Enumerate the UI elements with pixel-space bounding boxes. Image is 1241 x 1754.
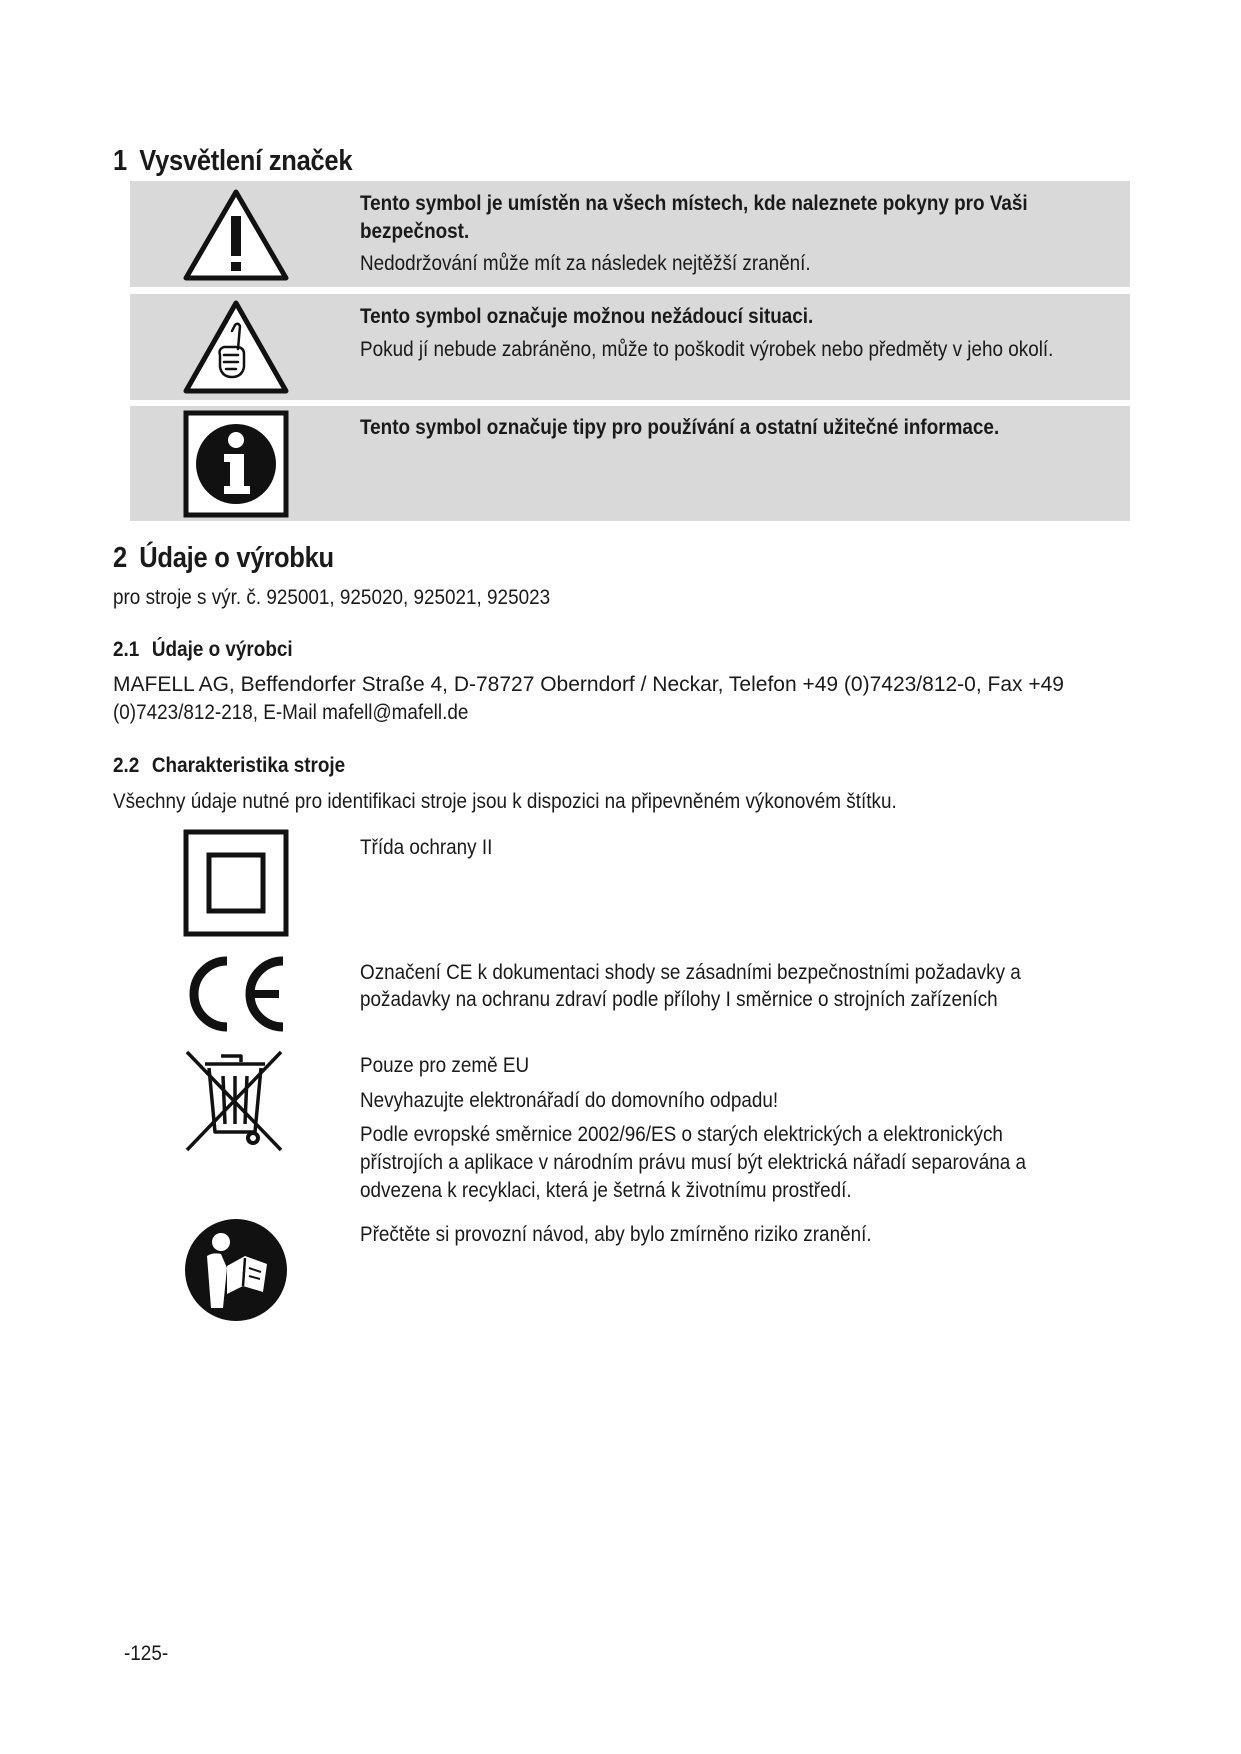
page-number: -125- (124, 1642, 169, 1665)
crossed-out-bin-icon (183, 1048, 287, 1156)
read-manual-text: Přečtěte si provozní návod, aby bylo zmírněno riziko zranění. (360, 1223, 872, 1246)
caution-hand-triangle-icon (180, 297, 292, 397)
subsection-2-1-title: Údaje o výrobci (151, 638, 293, 661)
section-2-number: 2 (113, 542, 127, 574)
manufacturer-line-2: (0)7423/812-218, E-Mail mafell@mafell.de (113, 701, 469, 724)
caution-text: Pokud jí nebude zabráněno, může to poškodit výrobek nebo předměty v jeho okolí. (360, 338, 1054, 361)
weee-line-1: Pouze pro země EU (360, 1054, 530, 1077)
weee-line-4: přístrojích a aplikace v národním právu musí být elektrická nářadí separována a (360, 1151, 1027, 1174)
section-1-title: Vysvětlení značek (139, 145, 353, 177)
weee-line-3: Podle evropské směrnice 2002/96/ES o starých elektrických a elektronických (360, 1123, 1003, 1146)
warning-text: Nedodržování může mít za následek nejtěžší zranění. (360, 252, 811, 275)
warning-triangle-icon (180, 186, 292, 284)
ce-text-line-1: Označení CE k dokumentaci shody se zásadními bezpečnostními požadavky a (360, 961, 1021, 984)
weee-line-2: Nevyhazujte elektronářadí do domovního odpadu! (360, 1089, 779, 1112)
subsection-2-2-number: 2.2 (113, 754, 140, 777)
info-icon (183, 410, 289, 518)
section-2-heading (113, 542, 334, 575)
protection-class-text: Třída ochrany II (360, 836, 493, 859)
weee-line-5: odvezena k recyklaci, která je šetrná k životnímu prostředí. (360, 1179, 852, 1202)
protection-class-ii-icon (183, 829, 289, 937)
ce-mark-icon (183, 955, 289, 1033)
subsection-2-2-heading (113, 754, 345, 778)
section-1-heading (113, 145, 352, 178)
section-2-intro: pro stroje s výr. č. 925001, 925020, 925021, 925023 (113, 586, 551, 609)
warning-bold-line-1: Tento symbol je umístěn na všech místech, kde naleznete pokyny pro Vaši (360, 192, 1028, 215)
warning-bold-line-2: bezpečnost. (360, 220, 470, 243)
ce-text-line-2: požadavky na ochranu zdraví podle přílohy I směrnice o strojních zařízeních (360, 988, 998, 1011)
subsection-2-1-number: 2.1 (113, 638, 140, 661)
subsection-2-1-heading (113, 638, 293, 662)
info-bold-line: Tento symbol označuje tipy pro používání a ostatní užitečné informace. (360, 416, 1000, 439)
read-manual-icon (183, 1216, 289, 1324)
subsection-2-2-title: Charakteristika stroje (151, 754, 346, 777)
caution-bold-line: Tento symbol označuje možnou nežádoucí situaci. (360, 305, 814, 328)
characteristics-intro: Všechny údaje nutné pro identifikaci stroje jsou k dispozici na připevněném výkonovém štítku. (113, 790, 897, 813)
section-2-title: Údaje o výrobku (139, 542, 334, 574)
manufacturer-line-1: MAFELL AG, Beffendorfer Straße 4, D-78727 Oberndorf / Neckar, Telefon +49 (0)7423/812-0, Fax +49 (113, 673, 1064, 696)
section-1-number: 1 (113, 145, 127, 177)
